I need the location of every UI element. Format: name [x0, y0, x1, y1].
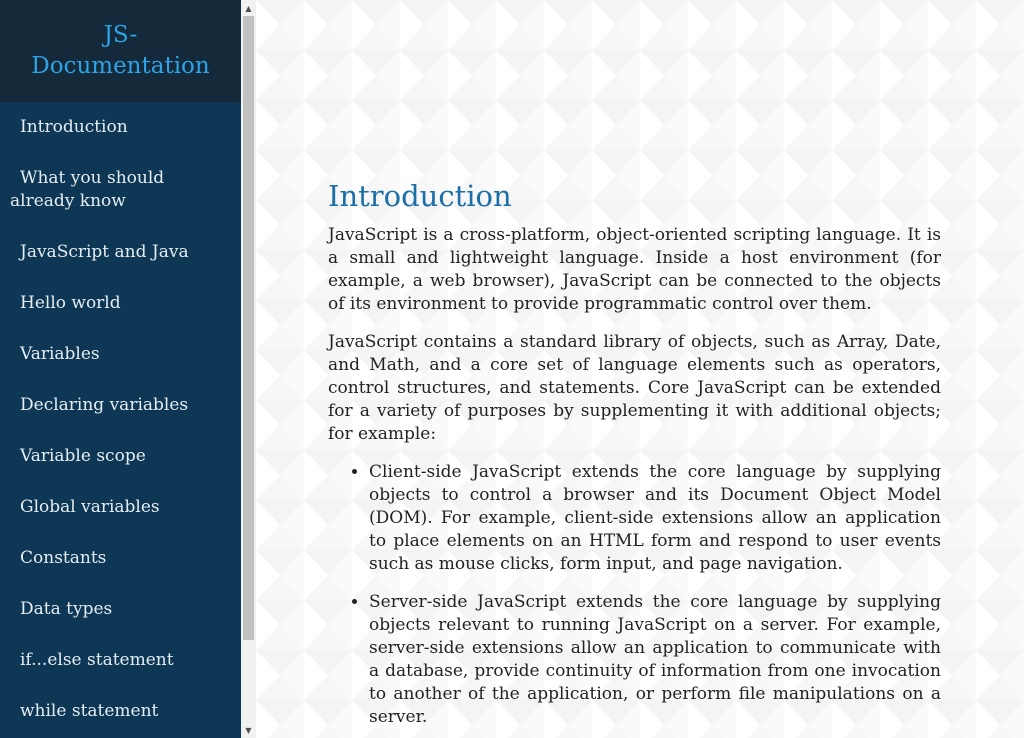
- sidebar-nav: [0, 0, 241, 738]
- sidebar-item-declaring-variables[interactable]: Declaring variables: [20, 395, 189, 415]
- scroll-thumb[interactable]: [243, 16, 254, 640]
- main-content: [256, 0, 1024, 738]
- sidebar-item-if-else-statement[interactable]: if...else statement: [20, 650, 174, 670]
- introduction-section: [328, 170, 941, 738]
- nav-list: [0, 102, 241, 737]
- sidebar-scrollbar[interactable]: [241, 0, 256, 738]
- list-item: • Client-side JavaScript extends the core language by supplying objects to control a browser and its Document Object Model (DOM). For example, client-side extensions allow an application to place elements on an HTML form and respond to user events such as mouse clicks, form input, and page navigation.: [369, 461, 941, 576]
- sidebar-title: JS-Documentation: [31, 22, 210, 79]
- sidebar-item-javascript-and-java[interactable]: JavaScript and Java: [20, 242, 189, 262]
- sidebar-header: [0, 0, 241, 102]
- sidebar-item-constants[interactable]: Constants: [20, 548, 107, 568]
- sidebar-item-hello-world[interactable]: Hello world: [20, 293, 121, 313]
- intro-paragraph: JavaScript contains a standard library of objects, such as Array, Date, and Math, and a core set of language elements such as operators, control structures, and statements. Core JavaScript can be extended for a variety of purposes by supplementing it with additional objects; for example:: [328, 332, 941, 444]
- sidebar-item-what-you-should-already-know[interactable]: What you should already know: [10, 168, 165, 211]
- sidebar-item-while-statement[interactable]: while statement: [20, 701, 159, 721]
- scroll-up-arrow-icon[interactable]: ▲: [245, 3, 252, 13]
- sidebar-item-variable-scope[interactable]: Variable scope: [20, 446, 146, 466]
- section-heading: Introduction: [328, 179, 512, 213]
- scroll-down-arrow-icon[interactable]: ▼: [245, 725, 252, 735]
- sidebar-item-introduction[interactable]: Introduction: [20, 117, 128, 137]
- list-item: • Server-side JavaScript extends the core language by supplying objects relevant to running JavaScript on a server. For example, server-side extensions allow an application to communicate with a database, provide continuity of information from one invocation to another of the application, or perform file manipulations on a server.: [369, 591, 941, 729]
- sidebar-item-variables[interactable]: Variables: [20, 344, 100, 364]
- sidebar-item-data-types[interactable]: Data types: [20, 599, 113, 619]
- bullet-list: [328, 461, 941, 729]
- sidebar-item-global-variables[interactable]: Global variables: [20, 497, 160, 517]
- intro-paragraph: JavaScript is a cross-platform, object-oriented scripting language. It is a small and lightweight language. Inside a host environment (for example, a web browser), JavaScript can be connected to the objects of its environment to provide programmatic control over them.: [328, 225, 941, 314]
